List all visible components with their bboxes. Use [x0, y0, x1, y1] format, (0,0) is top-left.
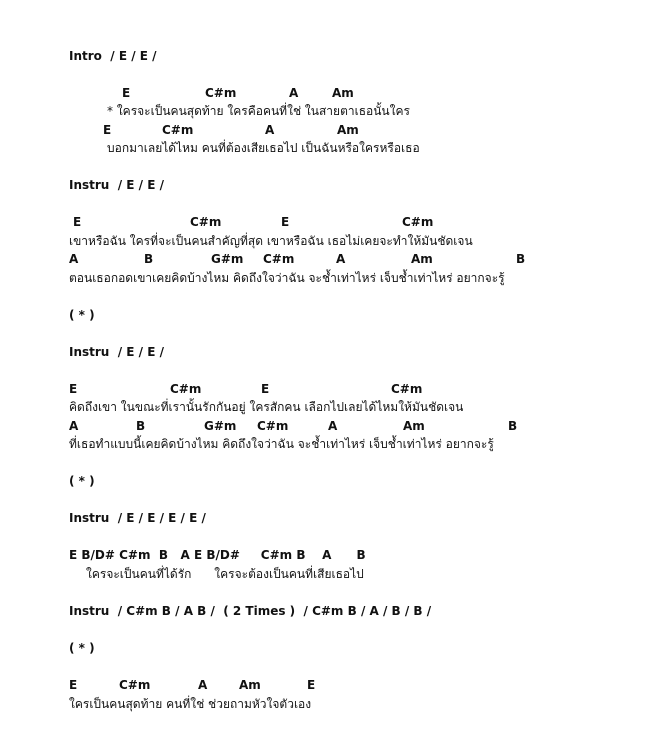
- chord-label: B: [516, 252, 526, 266]
- verse-b-lyric-1: เขาหรือฉัน ใครที่จะเป็นคนสำคัญที่สุด เขาหรือฉัน เธอไม่เคยจะทำให้มันชัดเจน: [69, 234, 473, 248]
- bridge-lyric: ใครจะเป็นคนที่ได้รัก ใครจะต้องเป็นคนที่เสียเธอไป: [86, 567, 364, 581]
- chord-label: A: [69, 252, 79, 266]
- chord-label: B: [144, 252, 154, 266]
- chord-label: A: [336, 252, 346, 266]
- instru-line-3: Instru / E / E / E / E /: [69, 511, 206, 525]
- chord-label: B: [508, 419, 518, 433]
- verse-c-lyric-1: คิดถึงเขา ในขณะที่เรานั้นรักกันอยู่ ใครสักคน เลือกไปเลยได้ไหมให้มันชัดเจน: [69, 400, 464, 414]
- chord-label: A: [289, 86, 299, 100]
- instru-line-2: Instru / E / E /: [69, 345, 164, 359]
- instru-line-1: Instru / E / E /: [69, 178, 164, 192]
- chord-label: Am: [411, 252, 433, 266]
- chord-label: E: [261, 382, 270, 396]
- chord-label: A: [328, 419, 338, 433]
- verse-a-lyric-1: * ใครจะเป็นคนสุดท้าย ใครคือคนที่ใช่ ในสายตาเธอนั้นใคร: [107, 104, 410, 118]
- chord-label: G#m: [204, 419, 237, 433]
- instru-line-4: Instru / C#m B / A B / ( 2 Times ) / C#m B / A / B / B /: [69, 604, 432, 618]
- chord-label: C#m: [170, 382, 202, 396]
- bridge-chords: E B/D# C#m B A E B/D# C#m B A B: [69, 548, 366, 562]
- repeat-marker-2: ( * ): [69, 474, 95, 488]
- repeat-marker-1: ( * ): [69, 308, 95, 322]
- chord-label: E: [122, 86, 131, 100]
- chord-label: E: [69, 678, 78, 692]
- chord-label: C#m: [190, 215, 222, 229]
- chord-label: E: [307, 678, 316, 692]
- chord-label: Am: [403, 419, 425, 433]
- chord-label: A: [198, 678, 208, 692]
- chord-label: C#m: [391, 382, 423, 396]
- chord-label: G#m: [211, 252, 244, 266]
- verse-a-lyric-2: บอกมาเลยได้ไหม คนที่ต้องเสียเธอไป เป็นฉันหรือใครหรือเธอ: [107, 141, 420, 155]
- chord-label: C#m: [162, 123, 194, 137]
- chord-label: E: [103, 123, 112, 137]
- chord-label: C#m: [119, 678, 151, 692]
- chord-label: E: [69, 382, 78, 396]
- repeat-marker-3: ( * ): [69, 641, 95, 655]
- chord-label: E: [281, 215, 290, 229]
- chord-label: A: [265, 123, 275, 137]
- verse-c-lyric-2: ที่เธอทำแบบนี้เคยคิดบ้างไหม คิดถึงใจว่าฉัน จะช้ำเท่าไหร่ เจ็บช้ำเท่าไหร่ อยากจะรู้: [69, 437, 494, 451]
- chord-label: A: [69, 419, 79, 433]
- chord-label: C#m: [205, 86, 237, 100]
- chord-label: Am: [239, 678, 261, 692]
- chord-label: E: [73, 215, 82, 229]
- chord-label: C#m: [402, 215, 434, 229]
- verse-b-lyric-2: ตอนเธอกอดเขาเคยคิดบ้างไหม คิดถึงใจว่าฉัน จะช้ำเท่าไหร่ เจ็บช้ำเท่าไหร่ อยากจะรู้: [69, 271, 505, 285]
- chord-label: C#m: [263, 252, 295, 266]
- chord-label: Am: [332, 86, 354, 100]
- chord-label: B: [136, 419, 146, 433]
- outro-lyric: ใครเป็นคนสุดท้าย คนที่ใช่ ช่วยถามหัวใจตัวเอง: [69, 697, 312, 711]
- intro-line: Intro / E / E /: [69, 49, 157, 63]
- chord-label: Am: [337, 123, 359, 137]
- chord-label: C#m: [257, 419, 289, 433]
